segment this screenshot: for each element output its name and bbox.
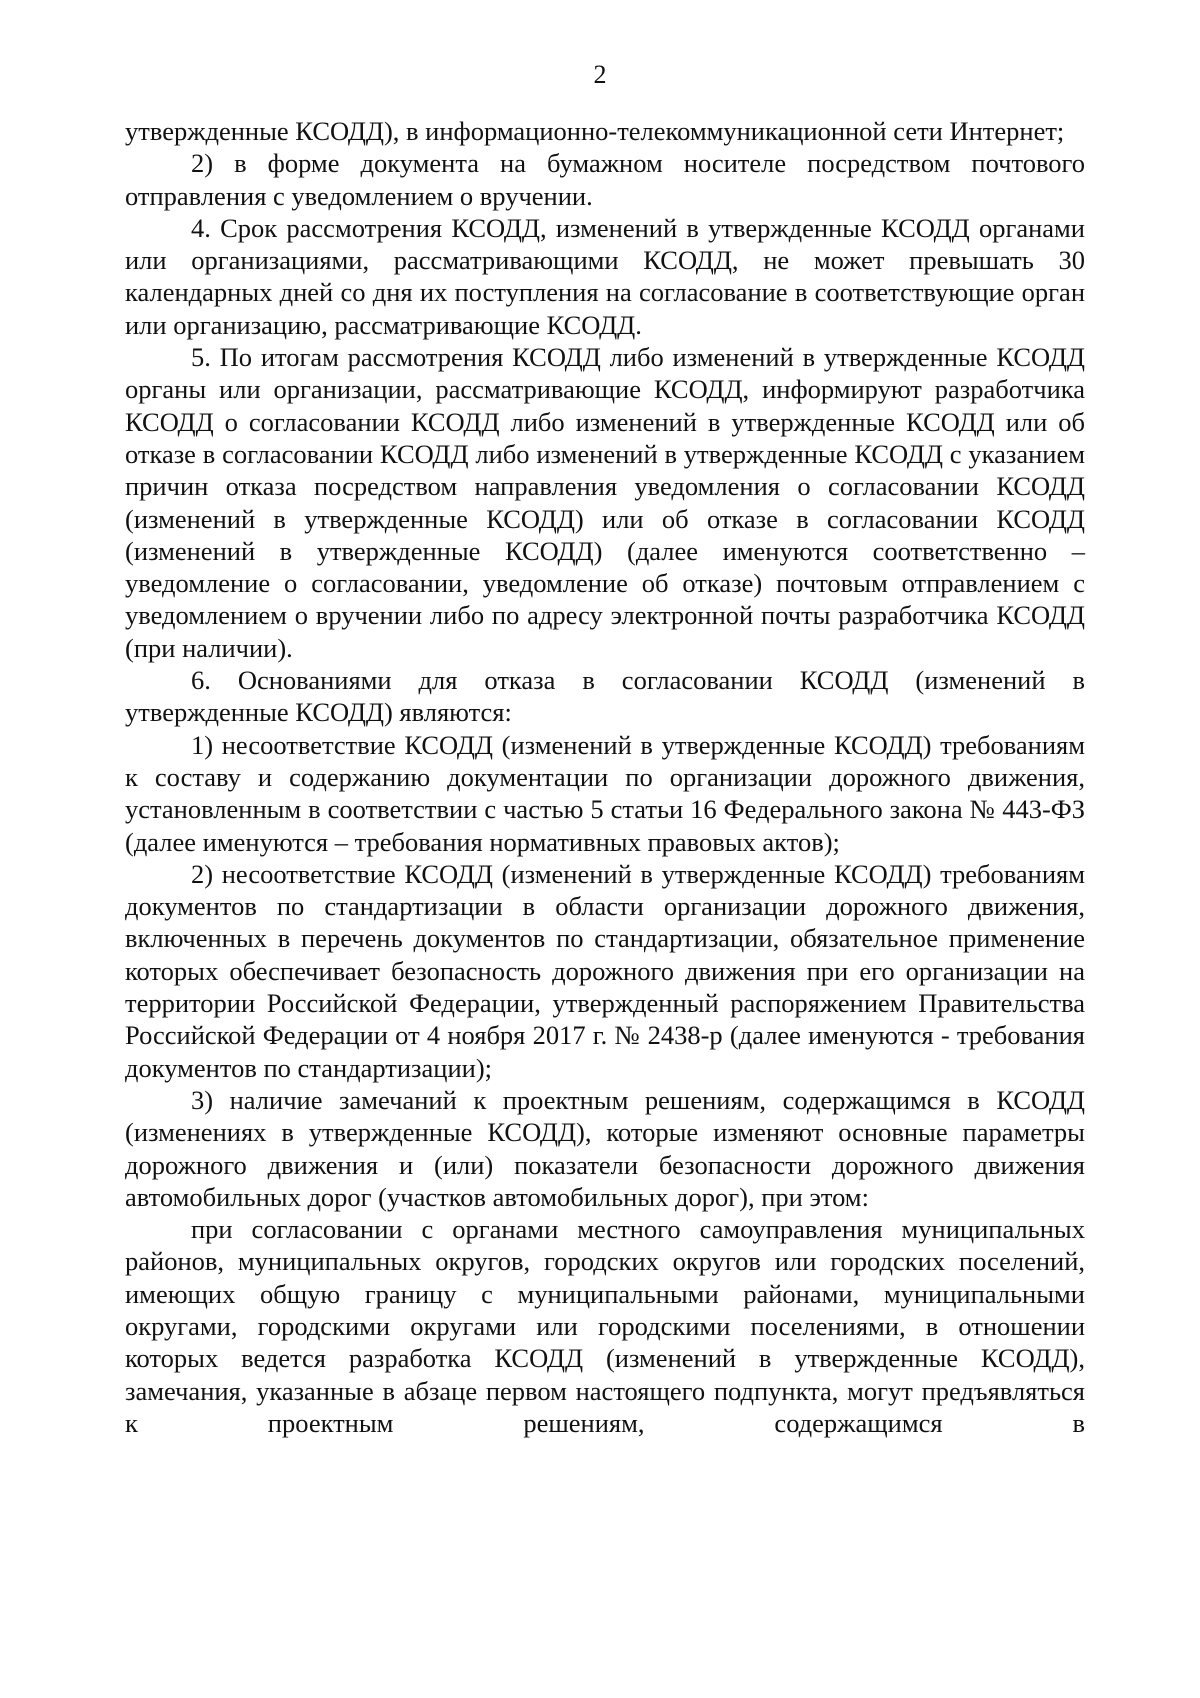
paragraph-subitem-2-postal: 2) в форме документа на бумажном носителе посредством почтового отправления с уведомлением о вручении. [125, 148, 1085, 211]
paragraph-subitem-2: 2) несоответствие КСОДД (изменений в утвержденные КСОДД) требованиям документов по стандартизации в области организации дорожного движения, включенных в перечень документов по стандартизации, обязательное применение которых обеспечивает безопасность дорожного движения при его организации на территории Российской Федерации, утвержденный распоряжением Правительства Российской Федерации от 4 ноября 2017 г. № 2438-р (далее именуются - требования документов по стандартизации); [125, 858, 1085, 1083]
paragraph-subitem-3: 3) наличие замечаний к проектным решениям, содержащимся в КСОДД (изменениях в утвержденные КСОДД), которые изменяют основные параметры дорожного движения и (или) показатели безопасности дорожного движения автомобильных дорог (участков автомобильных дорог), при этом: [125, 1084, 1085, 1212]
paragraph-item-5: 5. По итогам рассмотрения КСОДД либо изменений в утвержденные КСОДД органы или организации, рассматривающие КСОДД, информируют разработчика КСОДД о согласовании КСОДД либо изменений в утвержденные КСОДД или об отказе в согласовании КСОДД либо изменений в утвержденные КСОДД с указанием причин отказа посредством направления уведомления о согласовании КСОДД (изменений в утвержденные КСОДД) или об отказе в согласовании КСОДД (изменений в утвержденные КСОДД) (далее именуются соответственно – уведомление о согласовании, уведомление об отказе) почтовым отправлением с уведомлением о вручении либо по адресу электронной почты разработчика КСОДД (при наличии). [125, 342, 1085, 663]
paragraph-subitem-1: 1) несоответствие КСОДД (изменений в утвержденные КСОДД) требованиям к составу и содержанию документации по организации дорожного движения, установленным в соответствии с частью 5 статьи 16 Федерального закона № 443-ФЗ (далее именуются – требования нормативных правовых актов); [125, 729, 1085, 857]
paragraph-item-4: 4. Срок рассмотрения КСОДД, изменений в утвержденные КСОДД органами или организациями, рассматривающими КСОДД, не может превышать 30 календарных дней со дня их поступления на согласование в соответствующие орган или организацию, рассматривающие КСОДД. [125, 212, 1085, 340]
paragraph-continuation: утвержденные КСОДД), в информационно-телекоммуникационной сети Интернет; [125, 116, 1065, 146]
page-number: 2 [593, 60, 607, 89]
paragraph-municipal-approval: при согласовании с органами местного самоуправления муниципальных районов, муниципальных округов, городских округов или городских поселений, имеющих общую границу с муниципальными районами, муниципальными округами, городскими округами или городскими поселениями, в отношении которых ведется разработка КСОДД (изменений в утвержденные КСОДД), замечания, указанные в абзаце первом настоящего подпункта, могут предъявляться к проектным решениям, содержащимся в [125, 1214, 1085, 1438]
document-body [125, 115, 1085, 1439]
paragraph-item-6: 6. Основаниями для отказа в согласовании КСОДД (изменений в утвержденные КСОДД) являются: [125, 665, 1085, 728]
